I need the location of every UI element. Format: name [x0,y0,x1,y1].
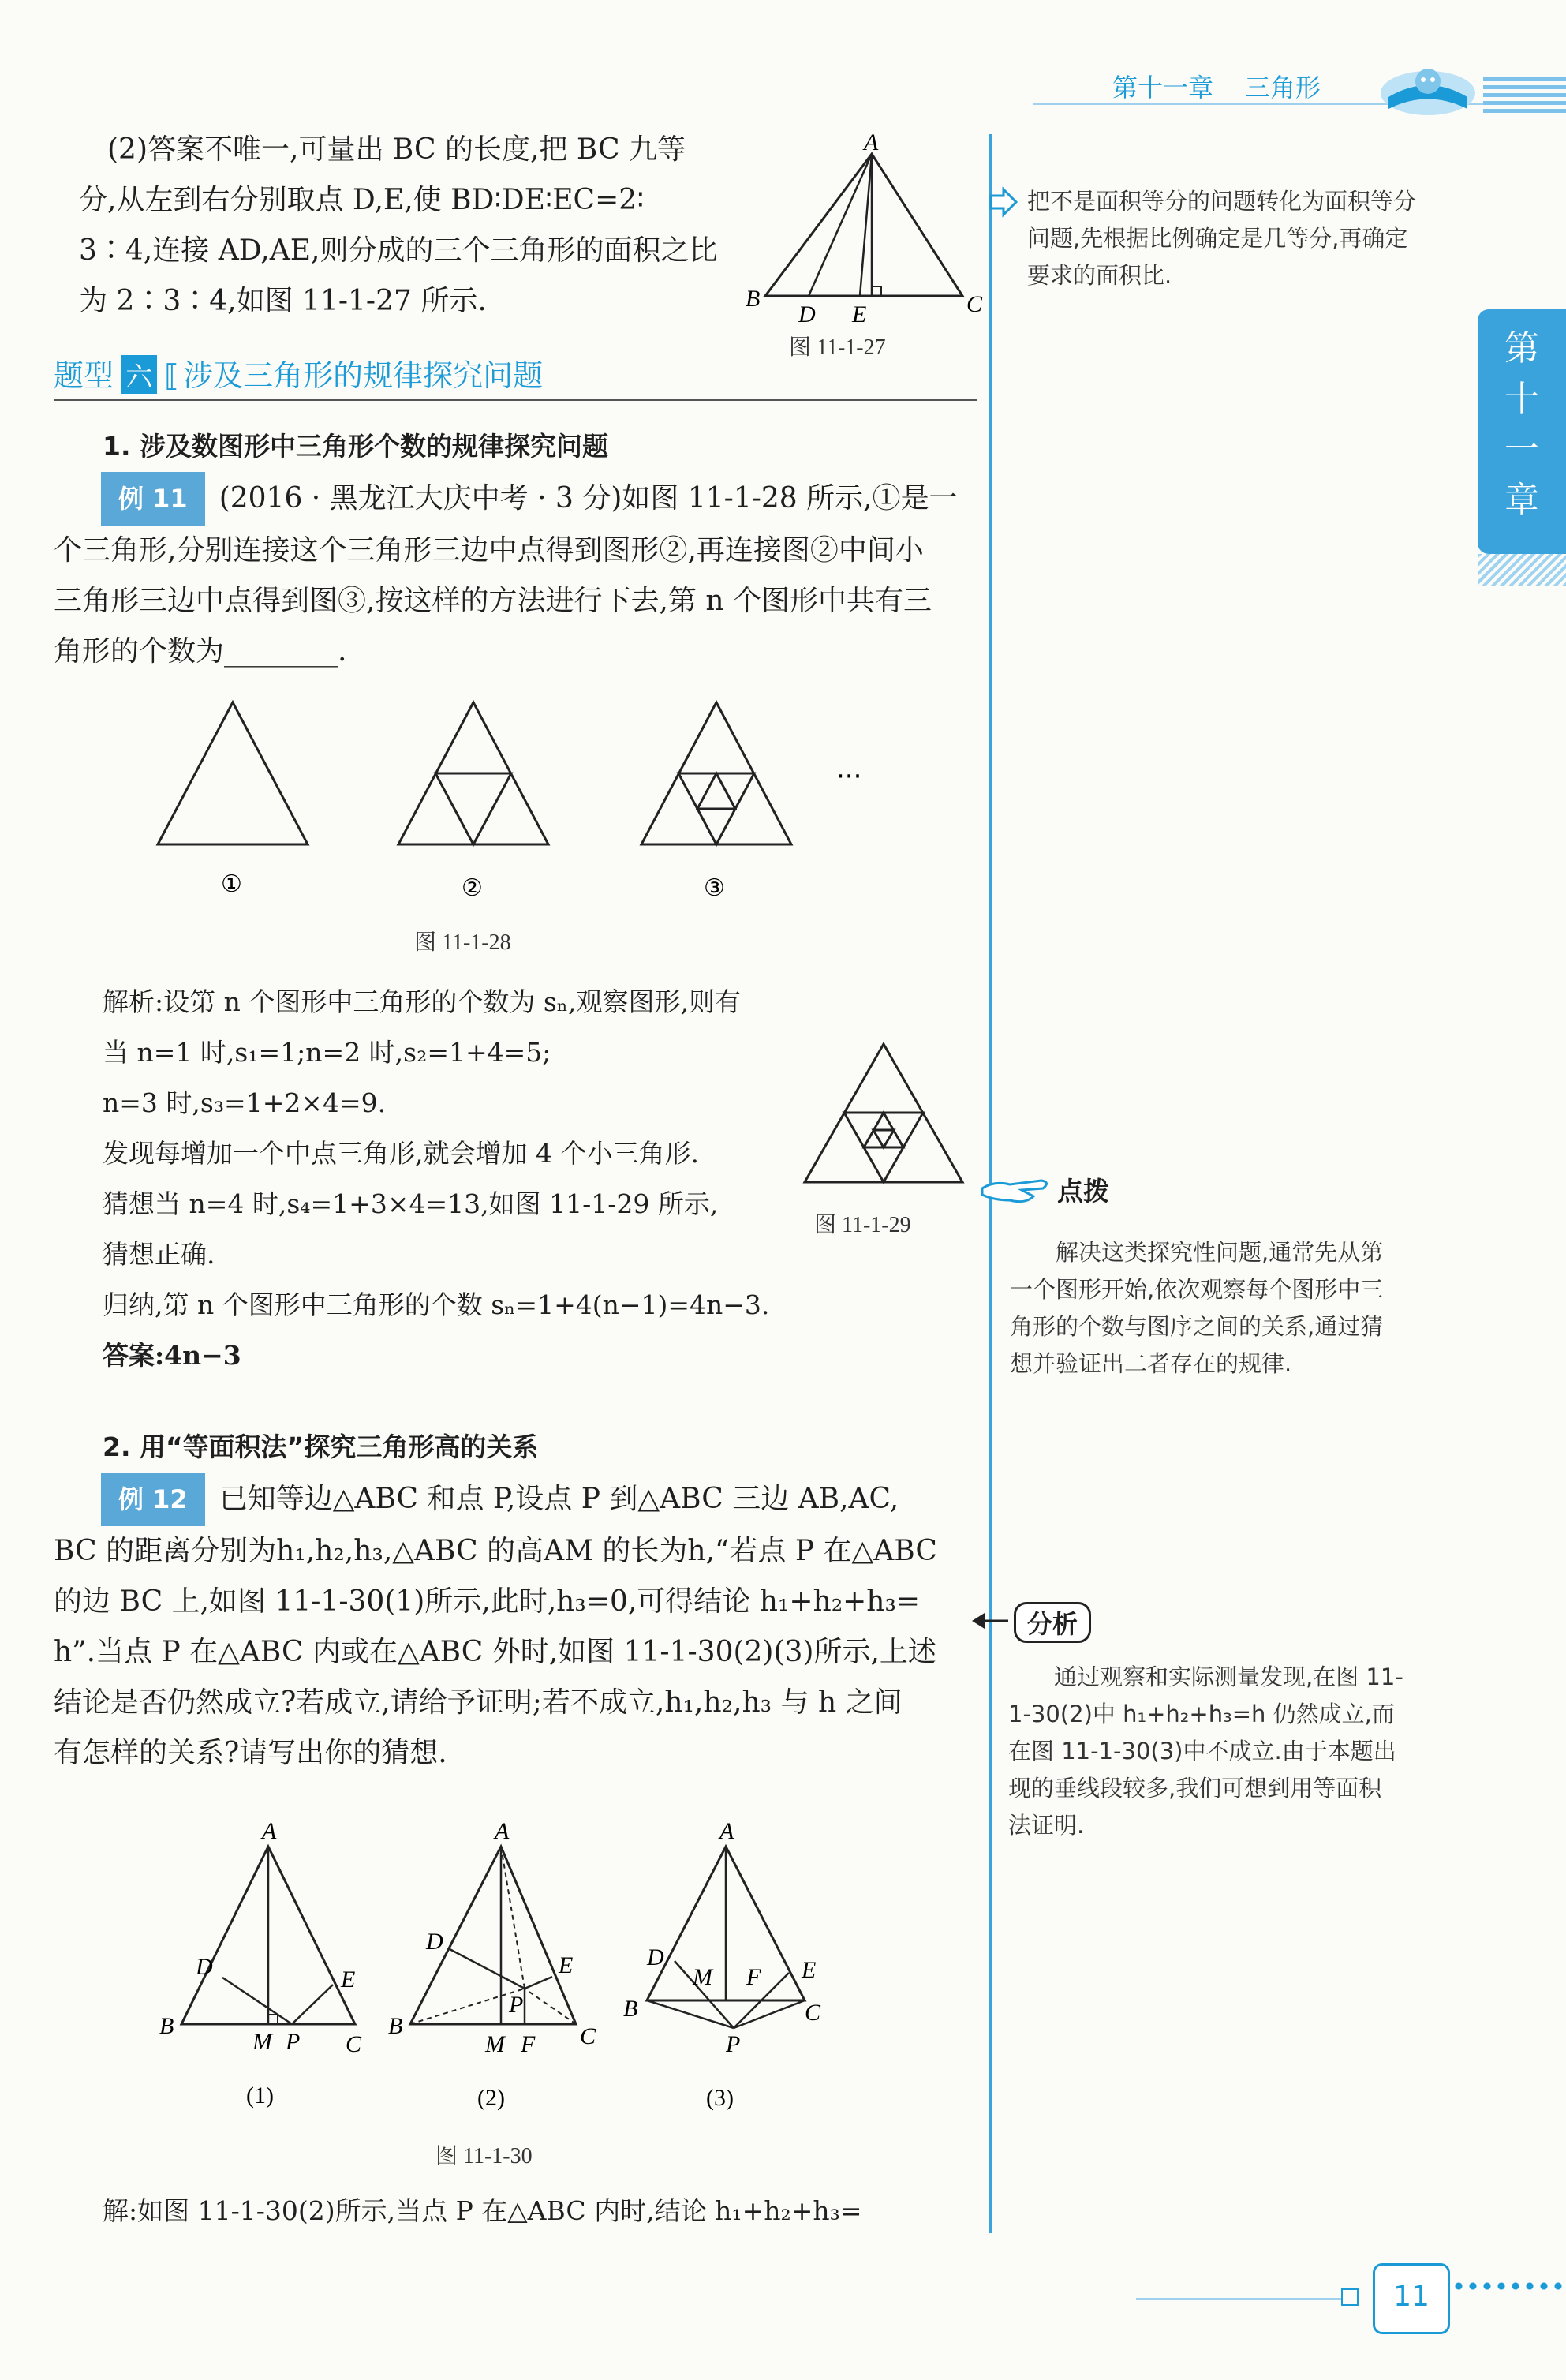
page-number-box [1373,2263,1450,2334]
example-11 [54,472,977,677]
label-C: C [805,2000,821,2026]
sub-label: (3) [706,2085,734,2111]
text-line: 要求的面积比. [1027,262,1172,289]
analysis-title: 分析 [1014,1602,1091,1643]
fig-30-1 [159,1818,362,2109]
book-mascot-icon [1365,58,1491,121]
text-line: h”.当点 P 在△ABC 内或在△ABC 外时,如图 11-1-30(2)(3)所示,上述 [54,1636,936,1668]
label-M: M [485,2031,505,2057]
figure-11-1-27 [742,129,983,335]
figure-caption: 图 11-1-27 [789,335,886,360]
section-index-badge: 六 [121,355,157,394]
text-line: 猜想当 n=4 时,s₄=1+3×4=13,如图 11-1-29 所示, [103,1188,719,1219]
example-badge: 例 12 [101,1473,205,1526]
text-line: 当 n=1 时,s₁=1;n=2 时,s₂=1+4=5; [103,1037,551,1068]
label-E: E [802,1957,817,1983]
text-line: 发现每增加一个中点三角形,就会增加 4 个小三角形. [103,1138,699,1169]
ellipsis: ··· [836,761,862,792]
label-C: C [580,2023,596,2049]
label-F: F [746,1964,761,1990]
arrow-pointer-icon [988,188,1019,216]
label-P: P [509,1992,524,2018]
example-12 [54,1473,977,1779]
label-C: C [346,2031,362,2057]
tab-char: 第 [1504,328,1539,369]
page-header [1033,62,1566,125]
text-line: 分,从左到右分别取点 D,E,使 BD∶DE∶EC=2∶ [79,184,645,216]
text-line: 为 2∶3∶4,如图 11-1-27 所示. [79,285,487,317]
label-D: D [647,1944,664,1970]
footer-small-box [1341,2288,1359,2306]
text-line: 角形的个数为________. [54,635,347,668]
text-line: 角形的个数与图序之间的关系,通过猜 [1010,1313,1384,1340]
section-bracket: ⟦ [164,358,180,393]
text-line: 一个图形开始,依次观察每个图形中三 [1010,1276,1384,1303]
text-line: 通过观察和实际测量发现,在图 11- [1054,1663,1403,1690]
text-line: n=3 时,s₃=1+2×4=9. [103,1087,387,1118]
figure-11-1-30 [150,1818,860,2123]
text-line: 1-30(2)中 h₁+h₂+h₃=h 仍然成立,而 [1008,1701,1395,1727]
tab-char: 十 [1504,379,1539,419]
section-underline [54,399,977,401]
example-first-line [54,1473,977,1526]
subsection-title-2: 2. 用“等面积法”探究三角形高的关系 [103,1431,539,1462]
figure-caption: 图 11-1-29 [814,1213,911,1237]
text-line: 现的垂线段较多,我们可想到用等面积 [1008,1775,1382,1802]
figure-caption: 图 11-1-30 [435,2144,533,2169]
tab-char: 章 [1504,480,1539,520]
text-line: 的边 BC 上,如图 11-1-30(1)所示,此时,h₃=0,可得结论 h₁+h₂+h₃= [54,1585,921,1618]
label-E: E [559,1952,574,1978]
label-A: A [262,1818,277,1844]
sub-label: (2) [477,2085,505,2111]
sub-label: (1) [246,2082,274,2109]
text-line: (2)答案不唯一,可量出 BC 的长度,把 BC 九等 [107,133,686,166]
side-tab-stripes [1478,554,1566,586]
text-line: 有怎样的关系?请写出你的猜想. [54,1737,447,1769]
tab-char: 一 [1504,429,1539,470]
header-chapter: 第十一章 [1112,73,1214,103]
text-line: 归纳,第 n 个图形中三角形的个数 sₙ=1+4(n−1)=4n−3. [103,1289,770,1320]
text-line: 猜想正确. [103,1239,215,1270]
triangle-3 [641,702,791,844]
solution-12: 解:如图 11-1-30(2)所示,当点 P 在△ABC 内时,结论 h₁+h₂+h₃= [103,2195,862,2226]
tip-text [1010,1234,1467,1383]
text-line: 在图 11-1-30(3)中不成立.由于本题出 [1008,1738,1396,1764]
label-F: F [521,2031,536,2057]
chapter-side-tab [1478,309,1566,554]
text-line: 把不是面积等分的问题转化为面积等分 [1027,188,1417,215]
subsection-title-1: 1. 涉及数图形中三角形个数的规律探究问题 [103,431,608,462]
text-line: 想并验证出二者存在的规律. [1010,1350,1292,1377]
text-line: 问题,先根据比例确定是几等分,再确定 [1027,225,1408,252]
label-M: M [252,2029,272,2055]
text-line: (2016 · 黑龙江大庆中考 · 3 分)如图 11-1-28 所示,①是一 [219,482,958,515]
section-title [54,351,977,406]
text-line: 个三角形,分别连接这个三角形三边中点得到图形②,再连接图②中间小 [54,534,924,567]
label-P: P [726,2031,741,2057]
fig-30-2 [388,1818,596,2111]
figure-11-1-29 [797,1040,970,1190]
label-M: M [693,1964,712,1990]
text-line: 解析:设第 n 个图形中三角形的个数为 sₙ,观察图形,则有 [103,986,742,1017]
tip-title: 点拨 [1057,1176,1109,1207]
label-A: A [864,129,879,155]
intro-paragraph [79,125,773,327]
header-title: 三角形 [1245,73,1321,103]
label-A: A [495,1818,510,1844]
section-heading: 涉及三角形的规律探究问题 [183,358,544,393]
label-B: B [746,286,761,312]
note-text [1027,183,1469,294]
footer-dots [1452,2281,1566,2292]
triangle-2 [398,702,548,844]
text-line: 3∶4,连接 AD,AE,则分成的三个三角形的面积之比 [79,234,718,267]
example-first-line [54,472,977,526]
footer-line [1136,2298,1341,2300]
fig-label-3: ③ [704,875,725,901]
label-A: A [719,1818,734,1844]
label-D: D [798,301,816,327]
section-prefix: 题型 [54,358,114,393]
text-line: 法证明. [1008,1812,1085,1839]
text-line: 结论是否仍然成立?若成立,请给予证明;若不成立,h₁,h₂,h₃ 与 h 之间 [54,1686,903,1719]
arrow-left-icon [970,1611,1010,1630]
label-B: B [388,2013,403,2039]
pointing-hand-icon [978,1165,1057,1212]
label-D: D [196,1954,213,1980]
label-E: E [341,1966,356,1993]
figure-caption: 图 11-1-28 [414,930,511,955]
label-B: B [623,1996,638,2022]
analysis-text [1008,1659,1466,1844]
label-P: P [286,2029,301,2055]
example-badge: 例 11 [101,472,205,526]
label-B: B [159,2013,174,2039]
text-line: 已知等边△ABC 和点 P,设点 P 到△ABC 三边 AB,AC, [219,1483,899,1515]
header-stripes [1483,77,1566,117]
page-number: 11 [1393,2281,1430,2313]
label-D: D [426,1929,443,1955]
answer-line: 答案:4n−3 [103,1340,241,1371]
text-line: 解决这类探究性问题,通常先从第 [1056,1239,1384,1266]
label-C: C [966,291,983,317]
fig-label-1: ① [221,871,242,897]
fig-label-2: ② [462,875,483,901]
label-E: E [852,301,867,327]
figure-11-1-28 [142,694,899,900]
fig-30-3 [623,1818,821,2111]
text-line: BC 的距离分别为h₁,h₂,h₃,△ABC 的高AM 的长为h,“若点 P 在△ABC [54,1535,937,1567]
text-line: 三角形三边中点得到图③,按这样的方法进行下去,第 n 个图形中共有三 [54,585,932,617]
